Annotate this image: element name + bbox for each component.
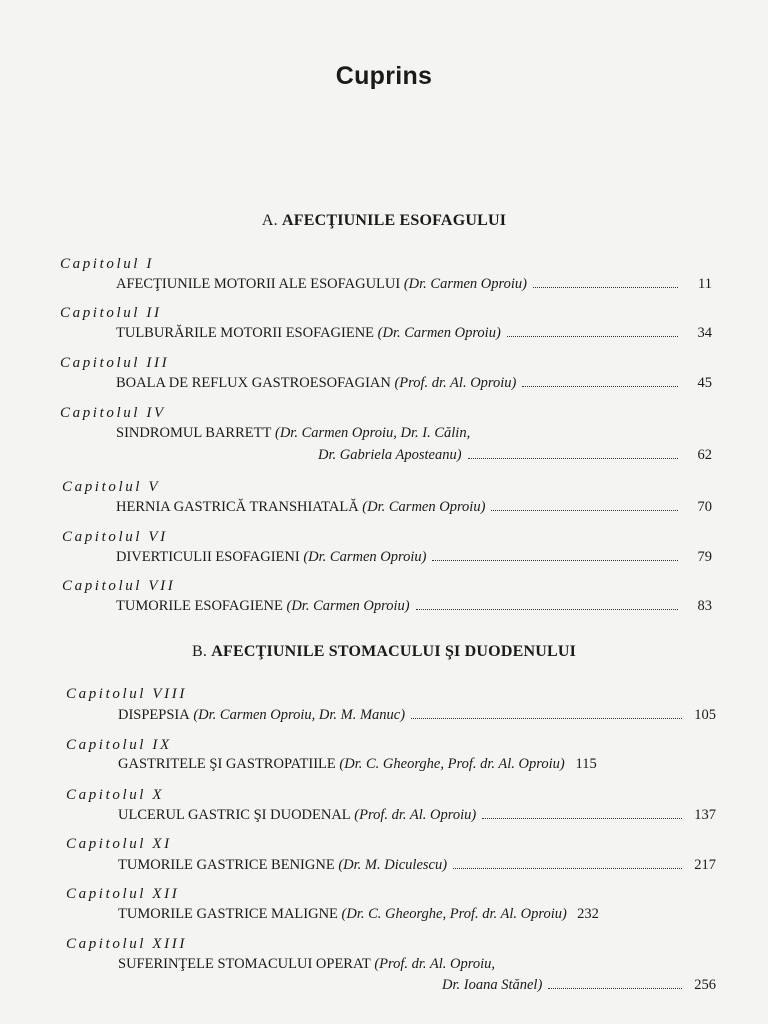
section-title: AFECŢIUNILE STOMACULUI ŞI DUODENULUI	[211, 643, 577, 660]
chapter-label: Capitolul XIII	[66, 936, 187, 952]
chapter-label: Capitolul III	[60, 355, 170, 371]
chapter-authors: (Prof. dr. Al. Oproiu)	[394, 375, 517, 392]
chapter-label: Capitolul IX	[66, 737, 172, 753]
chapter-authors: (Dr. Carmen Oproiu)	[403, 276, 527, 293]
chapter-authors: (Dr. Carmen Oproiu, Dr. I. Călin,	[274, 425, 471, 441]
chapter-label: Capitolul XII	[66, 886, 180, 902]
chapter-authors: (Dr. Carmen Oproiu)	[362, 499, 486, 516]
page-number: 62	[697, 447, 712, 464]
toc-entry[interactable]	[116, 548, 712, 566]
toc-entry[interactable]	[116, 275, 712, 293]
page-number: 232	[577, 906, 599, 922]
toc-entry[interactable]	[118, 706, 716, 724]
chapter-authors: (Dr. Carmen Oproiu)	[286, 598, 410, 615]
chapter-title: TUMORILE GASTRICE MALIGNE	[118, 906, 338, 922]
section-title: AFECŢIUNILE ESOFAGULUI	[282, 212, 507, 229]
page-number: 217	[694, 857, 716, 874]
page-number: 45	[697, 375, 712, 392]
section-letter: A.	[261, 212, 278, 229]
toc-entry[interactable]	[116, 597, 712, 615]
toc-entry-first-line[interactable]	[118, 956, 495, 973]
chapter-title: TUMORILE ESOFAGIENE	[116, 598, 283, 615]
leader-dots	[468, 446, 678, 459]
chapter-title: TUMORILE GASTRICE BENIGNE	[118, 857, 335, 874]
chapter-label: Capitolul VII	[62, 578, 176, 594]
leader-dots	[533, 275, 678, 288]
chapter-label: Capitolul VI	[62, 529, 168, 545]
page-number: 105	[694, 707, 716, 724]
chapter-title: AFECŢIUNILE MOTORII ALE ESOFAGULUI	[116, 276, 401, 293]
toc-entry[interactable]	[116, 498, 712, 516]
leader-dots	[522, 374, 678, 387]
toc-entry[interactable]	[116, 324, 712, 342]
leader-dots	[491, 498, 678, 511]
chapter-label: Capitolul V	[62, 479, 161, 495]
page-number: 34	[697, 325, 712, 342]
chapter-label: Capitolul I	[60, 256, 155, 272]
chapter-title: DIVERTICULII ESOFAGIENI	[116, 549, 300, 566]
chapter-title: SINDROMUL BARRETT	[116, 425, 272, 441]
chapter-authors-continued: Dr. Ioana Stănel)	[442, 977, 543, 994]
section-letter: B.	[191, 643, 208, 660]
toc-entry[interactable]	[118, 856, 716, 874]
toc-entry-first-line[interactable]	[116, 425, 470, 442]
chapter-authors: (Dr. Carmen Oproiu)	[377, 325, 501, 342]
chapter-authors: (Prof. dr. Al. Oproiu)	[354, 807, 477, 824]
chapter-authors: (Dr. C. Gheorghe, Prof. dr. Al. Oproiu)	[341, 906, 567, 922]
leader-dots	[507, 324, 678, 337]
page-number: 115	[575, 756, 597, 772]
toc-entry[interactable]	[118, 906, 716, 923]
toc-entry[interactable]	[442, 976, 716, 994]
toc-entry[interactable]	[318, 446, 712, 464]
chapter-authors: (Dr. Carmen Oproiu, Dr. M. Manuc)	[193, 707, 406, 724]
chapter-authors: (Dr. C. Gheorghe, Prof. dr. Al. Oproiu)	[339, 756, 565, 772]
chapter-label: Capitolul II	[60, 305, 162, 321]
page-number: 256	[694, 977, 716, 994]
page-number: 70	[697, 499, 712, 516]
chapter-title: HERNIA GASTRICĂ TRANSHIATALĂ	[116, 499, 359, 516]
chapter-authors: (Prof. dr. Al. Oproiu,	[374, 956, 496, 972]
chapter-title: SUFERINŢELE STOMACULUI OPERAT	[118, 956, 371, 972]
chapter-label: Capitolul X	[66, 787, 165, 803]
toc-entry[interactable]	[116, 374, 712, 392]
leader-dots	[482, 806, 682, 819]
page-title: Cuprins	[335, 62, 433, 90]
section-heading-a	[0, 212, 768, 230]
chapter-title: GASTRITELE ŞI GASTROPATIILE	[118, 756, 336, 772]
leader-dots	[416, 597, 678, 610]
leader-dots	[548, 976, 682, 989]
chapter-label: Capitolul XI	[66, 836, 172, 852]
toc-entry[interactable]	[118, 756, 716, 773]
leader-dots	[411, 706, 682, 719]
chapter-label: Capitolul VIII	[66, 686, 187, 702]
page-number: 11	[698, 276, 712, 293]
section-heading-b	[0, 643, 768, 661]
page-number: 137	[694, 807, 716, 824]
chapter-label: Capitolul IV	[60, 405, 166, 421]
page-number: 79	[697, 549, 712, 566]
chapter-authors: (Dr. M. Diculescu)	[338, 857, 448, 874]
page-number: 83	[697, 598, 712, 615]
leader-dots	[453, 856, 682, 869]
chapter-authors-continued: Dr. Gabriela Aposteanu)	[318, 447, 462, 464]
leader-dots	[432, 548, 678, 561]
toc-entry[interactable]	[118, 806, 716, 824]
chapter-title: TULBURĂRILE MOTORII ESOFAGIENE	[116, 325, 375, 342]
chapter-title: ULCERUL GASTRIC ŞI DUODENAL	[118, 807, 351, 824]
chapter-title: DISPEPSIA	[118, 707, 190, 724]
chapter-title: BOALA DE REFLUX GASTROESOFAGIAN	[116, 375, 391, 392]
chapter-authors: (Dr. Carmen Oproiu)	[303, 549, 427, 566]
